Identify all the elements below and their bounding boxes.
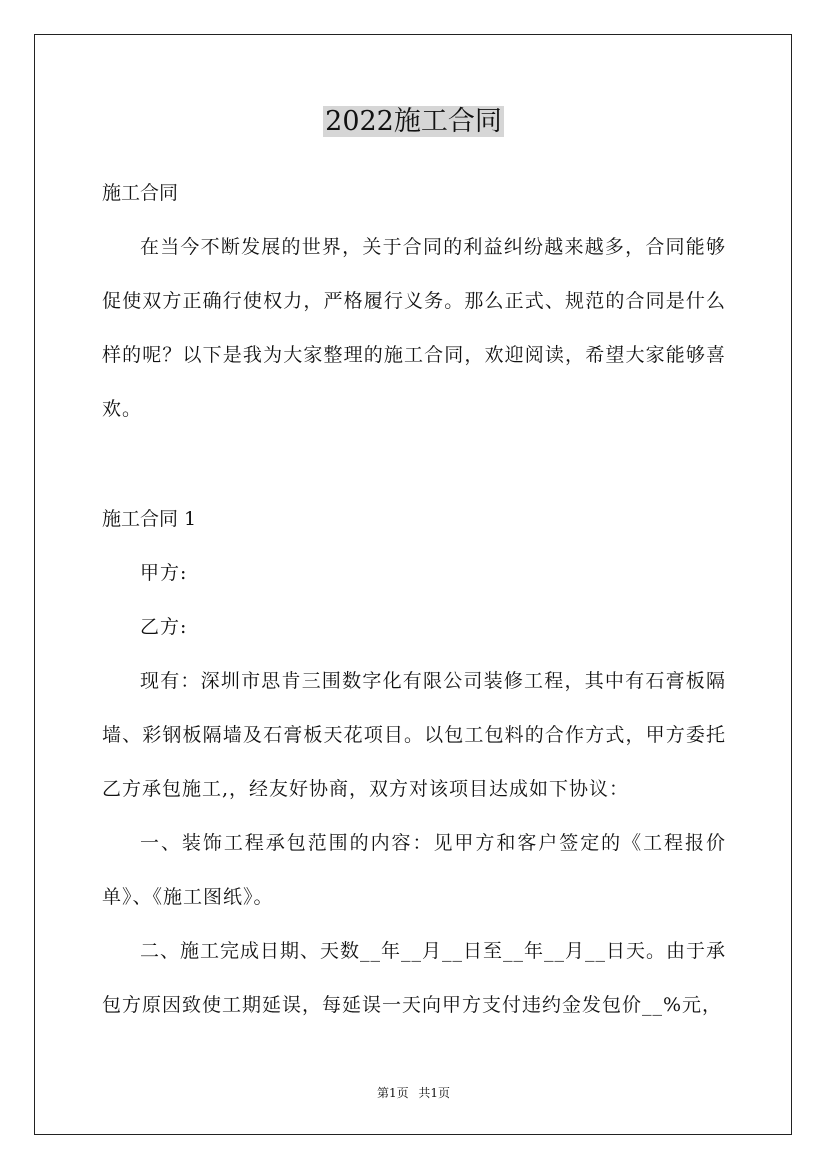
page-footer (0, 1084, 827, 1101)
project-paragraph: 现有：深圳市思肯三围数字化有限公司装修工程，其中有石膏板隔墙、彩钢板隔墙及石膏板天花项目。以包工包料的合作方式，甲方委托乙方承包施工,，经友好协商，双方对该项目达成如下协议： (102, 670, 726, 800)
intro-paragraph: 在当今不断发展的世界，关于合同的利益纠纷越来越多，合同能够促使双方正确行使权力，严格履行义务。那么正式、规范的合同是什么样的呢？以下是我为大家整理的施工合同，欢迎阅读，希望大家能够喜欢。 (102, 236, 726, 420)
page-total: 共1页 (418, 1086, 451, 1100)
document-title: 2022施工合同 (325, 106, 502, 137)
scope-paragraph: 一、装饰工程承包范围的内容：见甲方和客户签定的《工程报价单》、《施工图纸》。 (102, 832, 726, 908)
schedule-paragraph: 二、施工完成日期、天数__年__月__日至__年__月__日天。由于承包方原因致使工期延误，每延误一天向甲方支付违约金发包价__%元， (102, 940, 727, 1016)
party-b-line: 乙方: (140, 616, 188, 638)
page-number: 第1页 (376, 1086, 409, 1100)
party-a-line: 甲方: (140, 562, 188, 584)
contract-heading: 施工合同 1 (102, 508, 197, 530)
intro-heading: 施工合同 (102, 182, 179, 204)
